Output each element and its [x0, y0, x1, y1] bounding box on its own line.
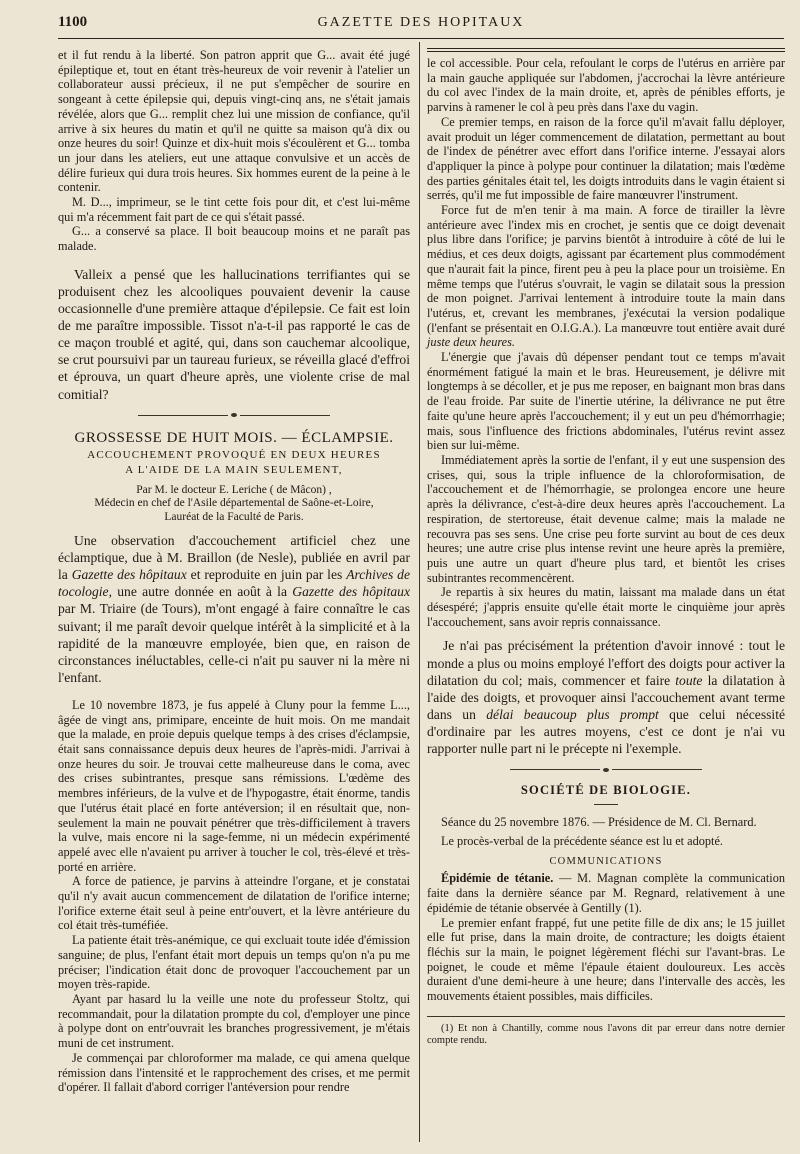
paragraph: M. D..., imprimeur, se le tint cette fois pour dit, et c'est lui-même qui m'a récemment fait part de ce qui s'était passé.: [58, 195, 410, 224]
paragraph: La patiente était très-anémique, ce qui excluait toute idée d'émission sanguine; de plus, l'enfant était mort depuis un temps qu'on n'a pu me préciser; l'indication était donc de provoquer l'accouchement par un moyen très-rapide.: [58, 933, 410, 992]
paragraph: Immédiatement après la sortie de l'enfant, il y eut une suspension des crises, qui, sous la triple influence de la chloroformisation, de l'accouchement et de l'hémorrhagie, se prolongea encore une heure après la délivrance, c'est-à-dire deux heures après l'accouchement. La respiration, de stertoreuse, était devenue calme; mais la malade ne recouvra pas ses sens. Une crise peu forte survint au bout de ces deux heures; une autre crise plus intense revint une heure après la première, puis une autre un quart d'heure plus tard, et bientôt les crises subintrantes recommencèrent.: [427, 452, 785, 585]
left-column: [58, 48, 410, 1095]
journal-title: GAZETTE DES HOPITAUX: [317, 15, 525, 30]
paragraph: G... a conservé sa place. Il boit beaucoup moins et ne paraît pas malade.: [58, 224, 410, 254]
paragraph: et il fut rendu à la liberté. Son patron apprit que G... avait été jugé épileptique et, tout en étant très-heureux de voir revenir à l'atelier un collaborateur aussi précieux, il ne put s'empêcher de sourire en songeant à cette épilepsie qui, depuis vingt-cinq ans, ne s'était jamais révélée, alors que G... remplit chez lui une mission de confiance, qu'il arrive à six heures du matin et qu'il ne quitte sa maison qu'à dix ou onze heures du soir! Quinze et dix-huit mois s'écoulèrent et G... tomba un jour dans les ateliers, eut une attaque convulsive et un accès de délire furieux qui dura trois heures. Six hommes eurent de la peine à le contenir.: [58, 48, 410, 195]
footnote-rule: [427, 1016, 785, 1017]
paragraph: Force fut de m'en tenir à ma main. A force de tirailler la lèvre antérieure avec l'index mis en crochet, je sentis que ce doigt devenait plus libre dans l'orifice; je parvins bientôt à introduire à côté de lui le médius, et ces deux doigts, agissant par écartement plus commodément que n'aurait fait la pince, firent peu à peu la place pour un troisième. En même temps que l'utérus s'ouvrait, le vagin se dilatait sous la pression de mon poignet. J'arrivai lentement à introduire toute la main dans l'utérus, et, crevant les membranes, j'exécutai la version podalique (l'enfant se présentait en O.I.G.A.). La manœuvre tout entière avait duré juste deux heures.: [427, 203, 785, 350]
article-title: GROSSESSE DE HUIT MOIS. — ÉCLAMPSIE.: [74, 429, 394, 446]
session-line: Séance du 25 novembre 1876. — Présidence de M. Cl. Bernard.: [441, 815, 757, 830]
section-title: SOCIÉTÉ DE BIOLOGIE.: [520, 783, 692, 798]
footnote: (1) Et non à Chantilly, comme nous l'avons dit par erreur dans notre dernier compte rendu.: [427, 1022, 785, 1047]
paragraph: Épidémie de tétanie. — M. Magnan complète la communication faite dans la dernière séance par M. Regnard, relativement à une épidémie de tétanie observée à Gentilly (1).: [427, 871, 786, 915]
column-divider: [419, 42, 420, 1142]
paragraph: Le premier enfant frappé, fut une petite fille de dix ans; le 15 juillet elle fut prise, dans la main droite, de contracture; les doigts étaient fléchis sur la main, le poignet légèrement fléchi sur l'avant-bras. Le poignet, le coude et même l'épaule étaient douloureux. Les accès duraient d'une demi-heure à une heure; dans l'intervalle des accès, les mouvements étaient possibles, mais difficiles.: [427, 915, 785, 1004]
article-subtitle: ACCOUCHEMENT PROVOQUÉ EN DEUX HEURES: [87, 448, 381, 461]
right-column: [427, 48, 785, 1048]
page-header: [58, 12, 784, 39]
article-subtitle: A L'AIDE DE LA MAIN SEULEMENT,: [125, 463, 343, 476]
paragraph: le col accessible. Pour cela, refoulant le corps de l'utérus en arrière par la main gauche appliquée sur l'abdomen, j'accrochai la lèvre antérieure du col avec l'index de la main droite, et, après de pénibles efforts, je parvins à ramener le col à peu près dans l'axe du vagin.: [427, 56, 785, 115]
paragraph: Le 10 novembre 1873, je fus appelé à Cluny pour la femme L..., âgée de vingt ans, primipare, enceinte de huit mois. On me mandait que la malade, en proie depuis quelque temps à des crises d'éclampsie, était sans connaissance depuis deux heures de l'après-midi. J'arrivai à onze heures du soir. Je trouvai cette malheureuse dans le coma, avec des crises subintrantes, presque sans rémissions. L'œdème des membres inférieurs, de la vulve et de l'hypogastre, était énorme, tandis que l'utérus était placé en forte antéversion; il en résultait que, non-seulement la main ne pouvait pénétrer que très-difficilement à travers la vulve, mais encore ni la sage-femme, ni un médecin expérimenté appelé avec elle n'avaient pu arriver à toucher le col, très-élevé et très-porté en arrière.: [58, 697, 410, 874]
paragraph: L'énergie que j'avais dû dépenser pendant tout ce temps m'avait énormément fatigué la main et le bras. Heureusement, je délivre mit longtemps à se décoller, et je pus me reposer, en baignant mon bras dans de l'eau froide. Par suite de l'inertie utérine, la délivrance ne put être faite qu'une heure après l'accouchement; il y eut un peu d'hémorrhagie; mais, sous l'influence des frictions abdominales, l'utérus revint assez bien sur lui-même.: [427, 350, 785, 453]
author-line: Lauréat de la Faculté de Paris.: [164, 510, 304, 523]
communications-heading: COMMUNICATIONS: [549, 856, 663, 868]
ornamental-divider: [58, 411, 410, 421]
paragraph: Ce premier temps, en raison de la force qu'il m'avait fallu déployer, avait produit un léger commencement de dilatation, permettant au bout de l'index de pénétrer avec effort dans l'orifice interne. J'essayai alors d'appliquer la pince à polype pour continuer la dilatation; mais l'œdème des parties génitales était tel, les doigts introduits dans le vagin étaient si serrés, qu'il me fut impossible de faire manœuvrer l'instrument.: [427, 114, 785, 203]
paragraph: Le procès-verbal de la précédente séance est lu et adopté.: [441, 833, 723, 848]
author-line: Par M. le docteur E. Leriche ( de Mâcon) ,: [136, 483, 332, 496]
author-line: Médecin en chef de l'Asile départemental de Saône-et-Loire,: [94, 497, 374, 510]
paragraph: A force de patience, je parvins à atteindre l'organe, et je constatai qu'il n'y avait aucun commencement de dilatation de l'orifice interne; l'orifice externe était seul à peine entr'ouvert, et la lèvre antérieure du col était très-tuméfiée.: [58, 874, 410, 933]
page-number: 1100: [58, 14, 88, 30]
paragraph: Ayant par hasard lu la veille une note du professeur Stoltz, qui recommandait, pour la dilatation prompte du col, d'employer une pince à polype dont on entr'ouvrait les branches progressivement, je m'étais muni de cet instrument.: [58, 992, 410, 1051]
short-rule: [594, 804, 618, 805]
ornamental-divider: [427, 765, 785, 775]
paragraph: Valleix a pensé que les hallucinations terrifiantes qui se produisent chez les alcooliques pouvaient devenir la cause occasionnelle d'une première attaque d'épilepsie. Ce fait est loin de me paraître impossible. Tissot n'a-t-il pas rapporté le cas de ce maçon troublé et agité, qui, dans son cauchemar alcoolique, se crut poursuivi par un taureau furieux, se réveilla glacé d'effroi et éprouva, un quart d'heure après, une violente crise de mal comitial?: [58, 266, 410, 402]
paragraph: Je repartis à six heures du matin, laissant ma malade dans un état désespéré; j'appris ensuite qu'elle était morte le cinquième jour après l'accouchement, sans avoir repris connaissance.: [427, 585, 785, 629]
paragraph: Je commençai par chloroformer ma malade, ce qui amena quelque rémission dans l'intensité et le rapprochement des crises, et me permit d'opérer. Il fallait d'abord corriger l'antéversion pour rendre: [58, 1050, 410, 1095]
top-rule: [427, 48, 785, 52]
article-author: [58, 484, 410, 525]
paragraph: Une observation d'accouchement artificiel chez une éclamptique, due à M. Braillon (de Nesle), publiée en avril par la Gazette des hôpitaux et reproduite en juin par les Archives de tocologie, une autre donnée en août à la Gazette des hôpitaux par M. Triaire (de Tours), m'ont engagé à faire connaître le cas suivant; il me paraît devoir quelque intérêt à la simplicité et à la rapidité de la manœuvre employée, bien que, en raison de circonstances inéluctables, celle-ci n'ait pu sauver ni la mère ni l'enfant.: [58, 533, 410, 685]
paragraph: Je n'ai pas précisément la prétention d'avoir innové : tout le monde a plus ou moins employé l'effort des doigts pour activer la dilatation du col; mais, commencer et faire toute la dilatation à l'aide des doigts, et provoquer ainsi l'accouchement avant terme dans un délai beaucoup plus prompt que celui nécessité d'ordinaire par les autres moyens, c'est ce dont je n'ai vu rapporter nulle part ni le précepte ni l'exemple.: [427, 638, 786, 756]
